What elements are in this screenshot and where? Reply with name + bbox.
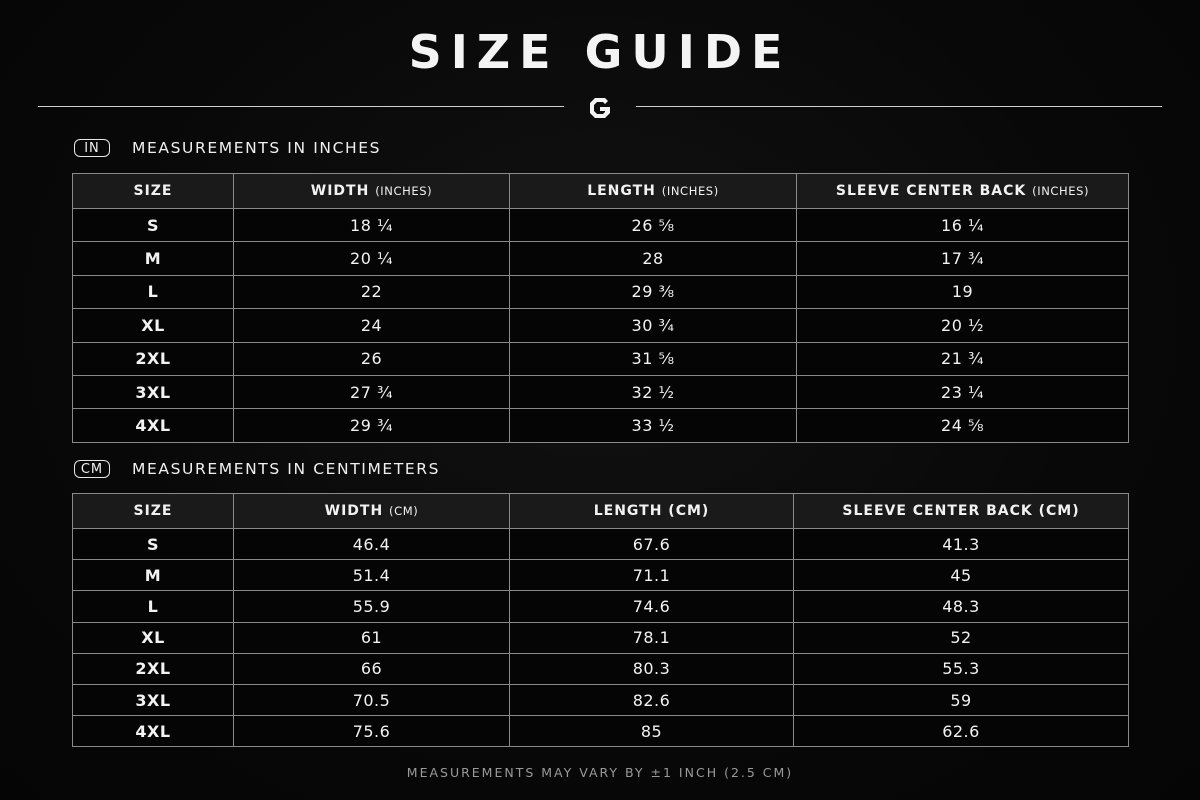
column-header-size: SIZE [73,174,234,209]
column-header-length: LENGTH (INCHES) [510,174,797,209]
size-cell: M [73,242,234,275]
table-row [73,591,1129,622]
measurement-disclaimer: MEASUREMENTS MAY VARY BY ±1 INCH (2.5 CM) [406,765,794,780]
size-cell: L [73,591,234,622]
width-cell: 75.6 [234,716,510,747]
sleeve-cell: 23 ¼ [797,375,1129,408]
width-cell: 27 ¾ [234,375,510,408]
cm-badge: CM [74,460,110,478]
table-row [73,560,1129,591]
sleeve-cell: 52 [794,622,1129,653]
table-row [73,529,1129,560]
column-header-length: LENGTH (CM) [510,494,794,529]
table-row [73,622,1129,653]
column-header-sleeve: SLEEVE CENTER BACK (INCHES) [797,174,1129,209]
width-cell: 61 [234,622,510,653]
size-cell: 3XL [73,375,234,408]
length-cell: 85 [510,716,794,747]
cm-size-table [72,493,1129,747]
sleeve-cell: 45 [794,560,1129,591]
size-cell: 4XL [73,409,234,442]
column-header-width: WIDTH (CM) [234,494,510,529]
sleeve-cell: 55.3 [794,653,1129,684]
table-row [73,309,1129,342]
inches-section-header [74,137,381,159]
table-row [73,684,1129,715]
sleeve-cell: 19 [797,275,1129,308]
sleeve-cell: 21 ¾ [797,342,1129,375]
size-cell: 2XL [73,653,234,684]
column-header-sleeve: SLEEVE CENTER BACK (CM) [794,494,1129,529]
column-header-size: SIZE [73,494,234,529]
g-logo-icon [584,92,616,124]
table-row [73,716,1129,747]
cm-section-header [74,458,440,480]
length-cell: 71.1 [510,560,794,591]
length-cell: 67.6 [510,529,794,560]
length-cell: 33 ½ [510,409,797,442]
table-header-row [73,174,1129,209]
length-cell: 82.6 [510,684,794,715]
width-cell: 22 [234,275,510,308]
size-cell: L [73,275,234,308]
table-row [73,342,1129,375]
length-cell: 74.6 [510,591,794,622]
table-header-row [73,494,1129,529]
length-cell: 78.1 [510,622,794,653]
width-cell: 55.9 [234,591,510,622]
table-row [73,375,1129,408]
sleeve-cell: 48.3 [794,591,1129,622]
size-cell: 3XL [73,684,234,715]
width-cell: 51.4 [234,560,510,591]
width-cell: 18 ¼ [234,209,510,242]
size-cell: S [73,209,234,242]
sleeve-cell: 17 ¾ [797,242,1129,275]
sleeve-cell: 62.6 [794,716,1129,747]
size-cell: M [73,560,234,591]
title-divider-left [38,106,564,107]
cm-section-title: MEASUREMENTS IN CENTIMETERS [132,460,441,478]
width-cell: 46.4 [234,529,510,560]
size-cell: 2XL [73,342,234,375]
length-cell: 31 ⅝ [510,342,797,375]
size-cell: S [73,529,234,560]
length-cell: 32 ½ [510,375,797,408]
table-row [73,409,1129,442]
size-cell: XL [73,309,234,342]
page-title: SIZE GUIDE [408,25,792,79]
width-cell: 29 ¾ [234,409,510,442]
inches-size-table [72,173,1129,443]
width-cell: 66 [234,653,510,684]
width-cell: 24 [234,309,510,342]
length-cell: 28 [510,242,797,275]
width-cell: 20 ¼ [234,242,510,275]
width-cell: 70.5 [234,684,510,715]
title-divider-right [636,106,1162,107]
table-row [73,242,1129,275]
inches-badge: IN [74,139,110,157]
sleeve-cell: 24 ⅝ [797,409,1129,442]
table-row [73,653,1129,684]
length-cell: 26 ⅝ [510,209,797,242]
sleeve-cell: 59 [794,684,1129,715]
column-header-width: WIDTH (INCHES) [234,174,510,209]
size-cell: XL [73,622,234,653]
length-cell: 30 ¾ [510,309,797,342]
sleeve-cell: 16 ¼ [797,209,1129,242]
table-row [73,209,1129,242]
length-cell: 80.3 [510,653,794,684]
width-cell: 26 [234,342,510,375]
size-cell: 4XL [73,716,234,747]
sleeve-cell: 20 ½ [797,309,1129,342]
table-row [73,275,1129,308]
inches-section-title: MEASUREMENTS IN INCHES [132,139,382,157]
sleeve-cell: 41.3 [794,529,1129,560]
length-cell: 29 ⅜ [510,275,797,308]
